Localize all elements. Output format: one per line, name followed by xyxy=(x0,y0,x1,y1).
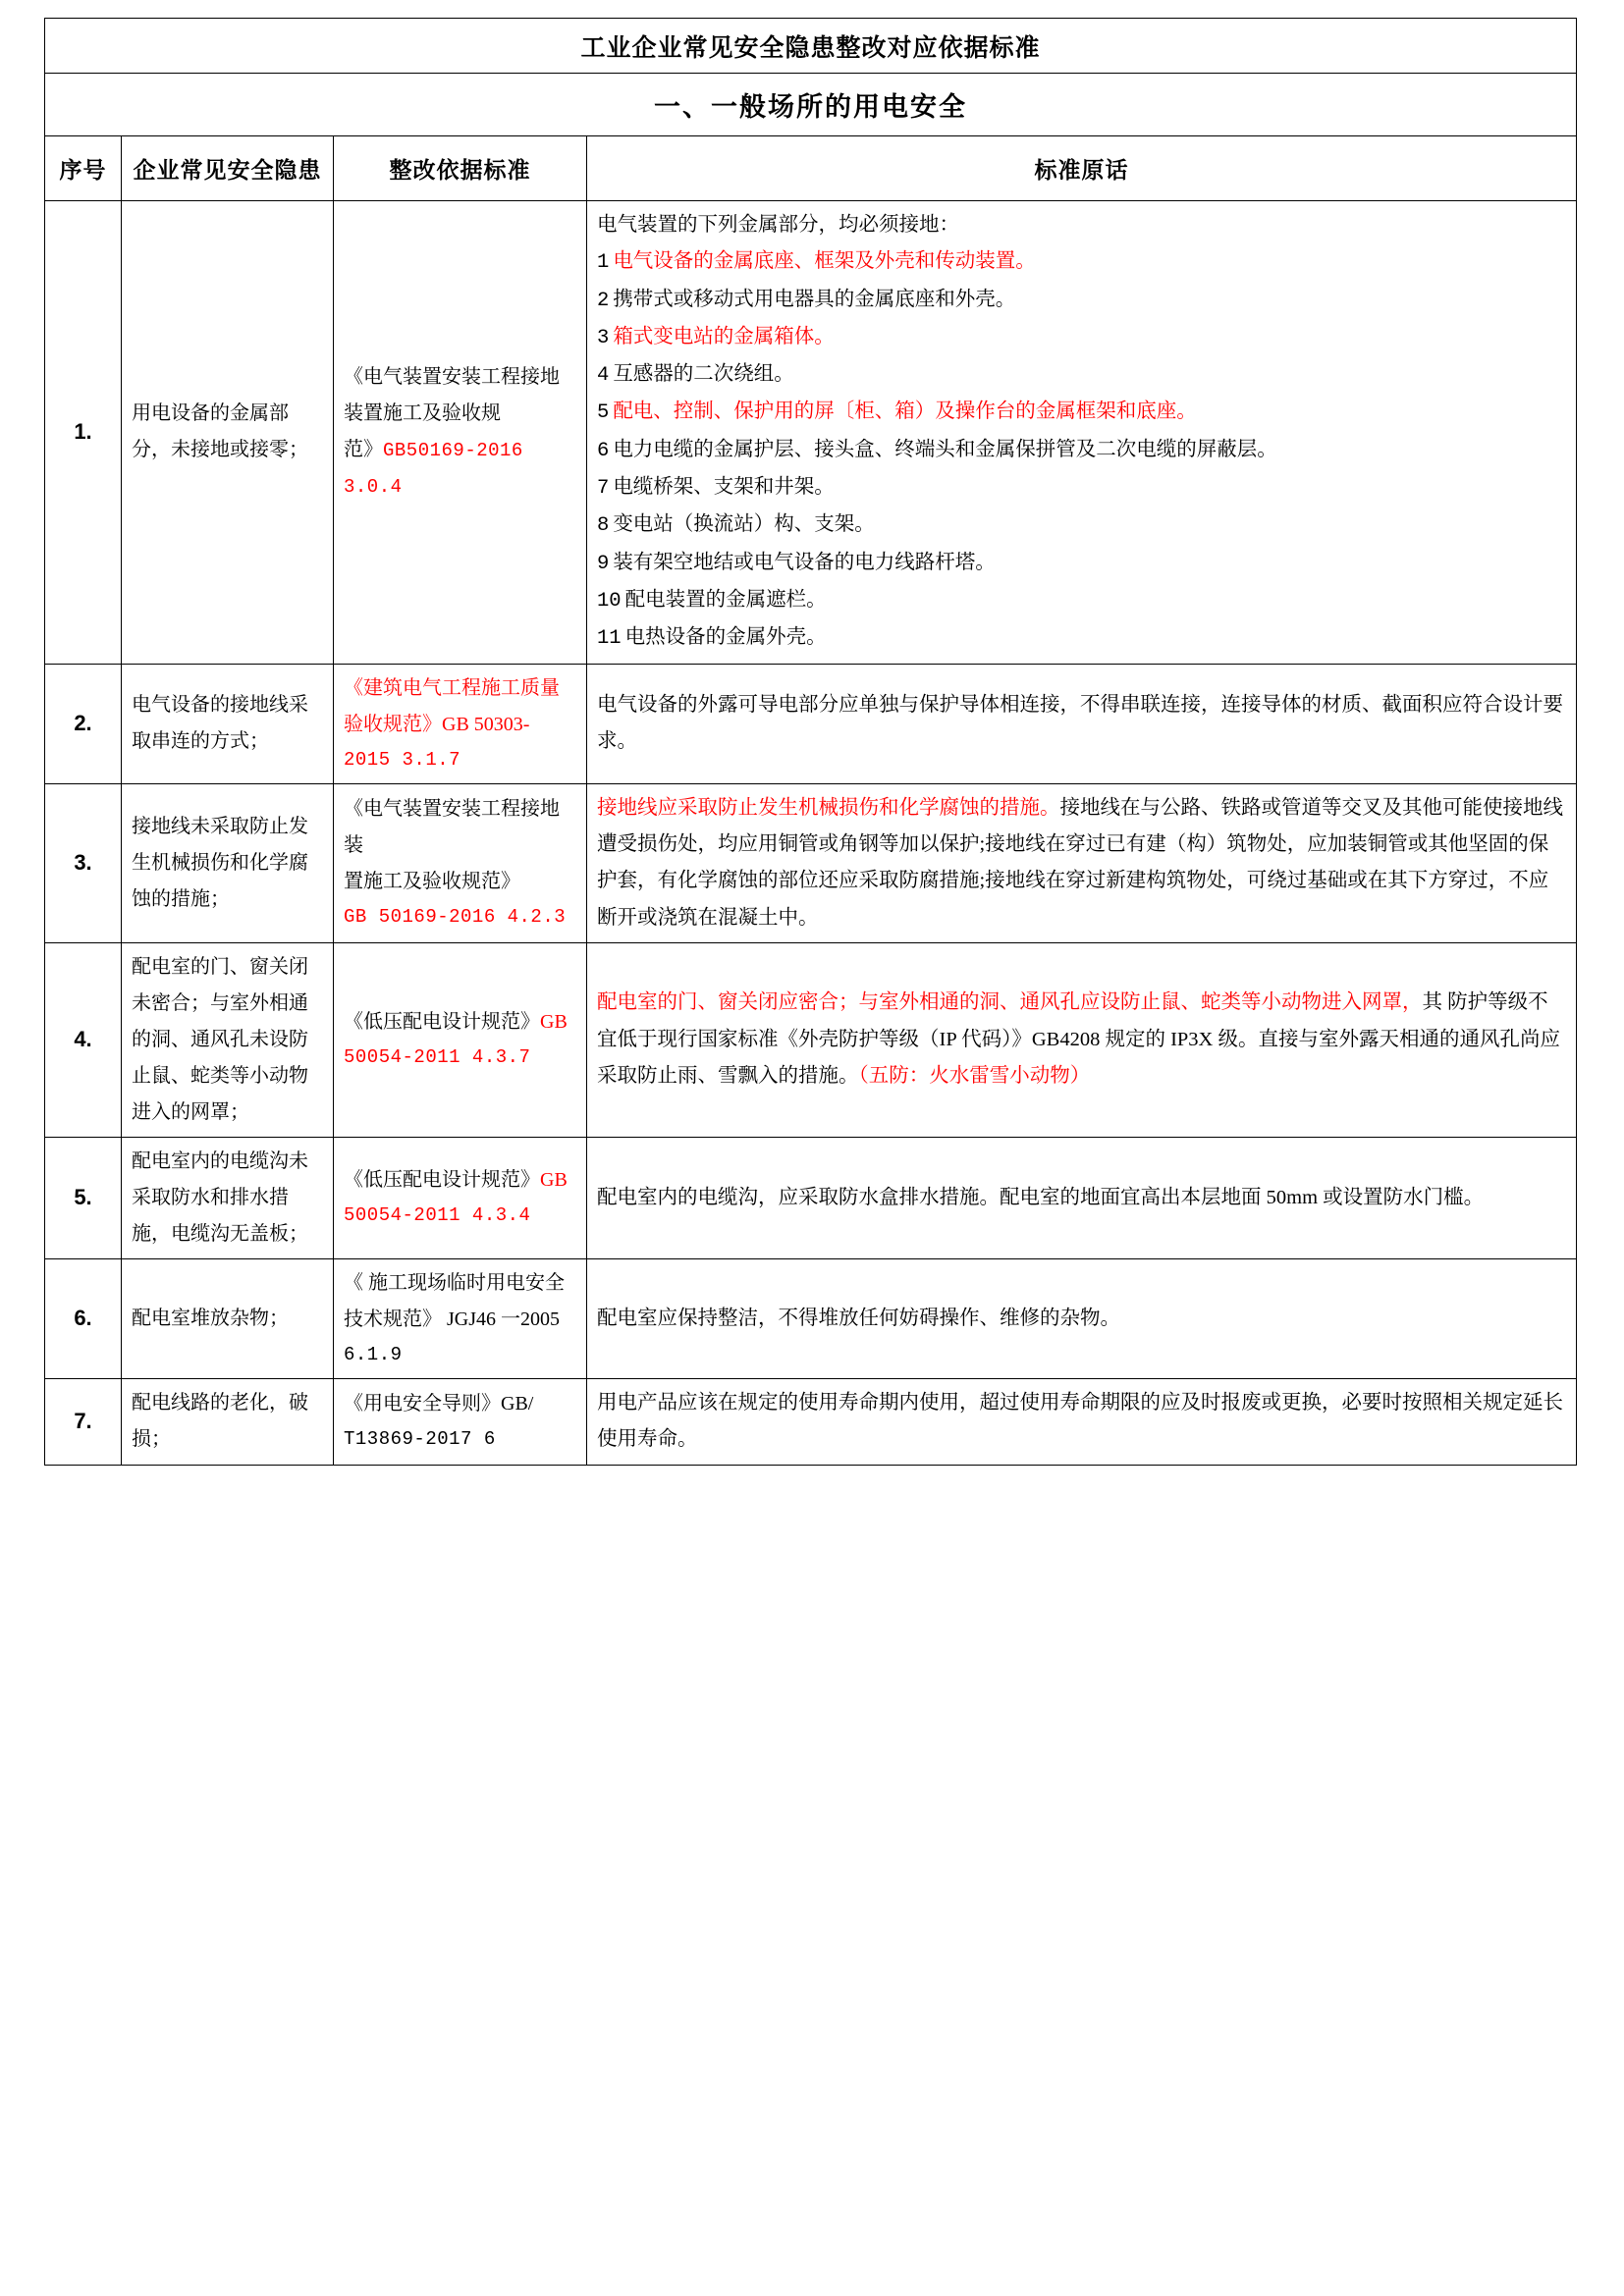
row-number: 4. xyxy=(45,942,122,1137)
list-index: 6 xyxy=(597,439,610,462)
row-number: 6. xyxy=(45,1258,122,1378)
list-index: 2 xyxy=(597,289,610,312)
standard-code: 50054-2011 4.3.4 xyxy=(344,1204,531,1227)
standard-line: 技术规范》 JGJ46 一2005 xyxy=(344,1308,561,1330)
list-item xyxy=(597,545,1566,582)
list-index: 5 xyxy=(597,401,610,425)
row-original-text: 用电产品应该在规定的使用寿命期内使用，超过使用寿命期限的应及时报废或更换，必要时按照相关规定延长使用寿命。 xyxy=(587,1379,1577,1466)
standard-code: 2015 3.1.7 xyxy=(344,748,461,771)
row-standard xyxy=(334,201,587,665)
standard-code-prefix: GB xyxy=(540,1011,568,1034)
list-index: 8 xyxy=(597,514,610,538)
list-text: 配电、控制、保护用的屏〔柜、箱）及操作台的金属框架和底座。 xyxy=(613,400,1197,423)
standard-line: 《建筑电气工程施工质量 xyxy=(344,676,560,699)
list-item xyxy=(597,507,1566,544)
list-text: 携带式或移动式用电器具的金属底座和外壳。 xyxy=(613,288,1016,310)
text-body: 其 防护等级不宜低于现行国家标准《外壳防护等级（IP 代码）》GB4208 规定的 IP3X 级。直接与室外露天相通的通风孔尚应采取防止雨、雪飘入的措施。 xyxy=(597,991,1560,1088)
table-row xyxy=(45,664,1577,783)
row-standard xyxy=(334,664,587,783)
standard-code: T13869-2017 6 xyxy=(344,1428,496,1451)
standard-code-prefix: GB xyxy=(540,1169,568,1192)
table-header-row xyxy=(45,136,1577,201)
list-index: 3 xyxy=(597,326,610,349)
list-index: 10 xyxy=(597,589,622,613)
list-index: 9 xyxy=(597,552,610,575)
list-text: 装有架空地结或电气设备的电力线路杆塔。 xyxy=(613,551,996,573)
list-text: 电气设备的金属底座、框架及外壳和传动装置。 xyxy=(613,250,1036,273)
row-standard xyxy=(334,783,587,942)
column-header-standard: 整改依据标准 xyxy=(334,136,587,201)
list-text: 互感器的二次绕组。 xyxy=(613,363,794,386)
table-row xyxy=(45,942,1577,1137)
list-item xyxy=(597,319,1566,356)
table-row xyxy=(45,1258,1577,1378)
standard-code: 6.1.9 xyxy=(344,1343,403,1365)
list-item xyxy=(597,469,1566,507)
list-text: 变电站（换流站）构、支架。 xyxy=(613,513,875,536)
standard-line: 《 施工现场临时用电安全 xyxy=(344,1271,565,1294)
list-item xyxy=(597,432,1566,469)
row-number: 2. xyxy=(45,664,122,783)
table-row xyxy=(45,1137,1577,1258)
list-item xyxy=(597,282,1566,319)
list-text: 配电装置的金属遮栏。 xyxy=(624,588,827,611)
row-hazard: 配电室内的电缆沟未采取防水和排水措施，电缆沟无盖板； xyxy=(122,1137,334,1258)
row-number: 7. xyxy=(45,1379,122,1466)
row-original-text: 电气设备的外露可导电部分应单独与保护导体相连接，不得串联连接，连接导体的材质、截面积应符合设计要求。 xyxy=(587,664,1577,783)
row-hazard: 电气设备的接地线采取串连的方式； xyxy=(122,664,334,783)
list-item xyxy=(597,582,1566,619)
list-index: 7 xyxy=(597,477,610,501)
list-text: 电缆桥架、支架和井架。 xyxy=(613,476,835,499)
row-number: 3. xyxy=(45,783,122,942)
standard-line: 《电气装置安装工程接地装 xyxy=(344,798,560,857)
list-index: 4 xyxy=(597,364,610,388)
safety-hazard-table xyxy=(44,18,1577,1466)
list-text: 箱式变电站的金属箱体。 xyxy=(613,325,835,347)
row-hazard: 接地线未采取防止发生机械损伤和化学腐蚀的措施； xyxy=(122,783,334,942)
list-item xyxy=(597,394,1566,431)
text-body: 接地线在与公路、铁路或管道等交叉及其他可能使接地线遭受损伤处，均应用铜管或角钢等加以保护;接地线在穿过已有建（构）筑物处，应加装铜管或其他坚固的保护套，有化学腐蚀的部位还应采取防腐措施;接地线在穿过新建构筑物处，可绕过基础或在其下方穿过，不应断开或浇筑在混凝土中。 xyxy=(597,796,1563,929)
standard-line: 《低压配电设计规范》 xyxy=(344,1011,540,1034)
row-hazard: 配电室堆放杂物； xyxy=(122,1258,334,1378)
list-index: 11 xyxy=(597,627,622,651)
standard-line: 范》 xyxy=(344,439,383,461)
row-standard xyxy=(334,1379,587,1466)
row-standard xyxy=(334,942,587,1137)
row-original-text xyxy=(587,201,1577,665)
row-standard xyxy=(334,1258,587,1378)
row-original-text xyxy=(587,783,1577,942)
row-number: 5. xyxy=(45,1137,122,1258)
table-row xyxy=(45,783,1577,942)
text-highlight: 接地线应采取防止发生机械损伤和化学腐蚀的措施。 xyxy=(597,796,1060,819)
page-title: 工业企业常见安全隐患整改对应依据标准 xyxy=(45,19,1577,74)
row-hazard: 配电线路的老化，破损； xyxy=(122,1379,334,1466)
column-header-hazard: 企业常见安全隐患 xyxy=(122,136,334,201)
row-original-text: 配电室应保持整洁，不得堆放任何妨碍操作、维修的杂物。 xyxy=(587,1258,1577,1378)
list-text: 电热设备的金属外壳。 xyxy=(624,626,827,649)
standard-code: 50054-2011 4.3.7 xyxy=(344,1046,531,1069)
standard-code: GB50169-2016 3.0.4 xyxy=(344,440,523,499)
document-title-row xyxy=(45,19,1577,74)
text-highlight: 配电室的门、窗关闭应密合；与室外相通的洞、通风孔应设防止鼠、蛇类等小动物进入网罩， xyxy=(597,991,1423,1014)
text-intro: 电气装置的下列金属部分，均必须接地： xyxy=(597,214,959,236)
list-index: 1 xyxy=(597,251,610,275)
list-item xyxy=(597,243,1566,281)
row-number: 1. xyxy=(45,201,122,665)
row-original-text: 配电室内的电缆沟，应采取防水盒排水措施。配电室的地面宜高出本层地面 50mm 或设置防水门槛。 xyxy=(587,1137,1577,1258)
section-title-row xyxy=(45,74,1577,136)
column-header-no: 序号 xyxy=(45,136,122,201)
standard-line: 《用电安全导则》GB/ xyxy=(344,1393,534,1415)
row-hazard: 配电室的门、窗关闭未密合；与室外相通的洞、通风孔未设防止鼠、蛇类等小动物进入的网罩； xyxy=(122,942,334,1137)
row-hazard: 用电设备的金属部分，未接地或接零； xyxy=(122,201,334,665)
standard-line: 验收规范》GB 50303- xyxy=(344,713,530,735)
table-row xyxy=(45,1379,1577,1466)
table-row xyxy=(45,201,1577,665)
row-original-text xyxy=(587,942,1577,1137)
row-standard xyxy=(334,1137,587,1258)
text-highlight: （五防：火水雷雪小动物） xyxy=(858,1065,1091,1088)
list-text: 电力电缆的金属护层、接头盒、终端头和金属保拼管及二次电缆的屏蔽层。 xyxy=(613,438,1277,460)
section-title: 一、一般场所的用电安全 xyxy=(45,74,1577,136)
list-item xyxy=(597,356,1566,394)
standard-line: 置施工及验收规范》 xyxy=(344,871,520,893)
standard-code: GB 50169-2016 4.2.3 xyxy=(344,906,567,929)
column-header-original-text: 标准原话 xyxy=(587,136,1577,201)
standard-line: 《低压配电设计规范》 xyxy=(344,1169,540,1192)
standard-line: 《电气装置安装工程接地装置施工及验收规 xyxy=(344,366,560,425)
list-item xyxy=(597,619,1566,657)
